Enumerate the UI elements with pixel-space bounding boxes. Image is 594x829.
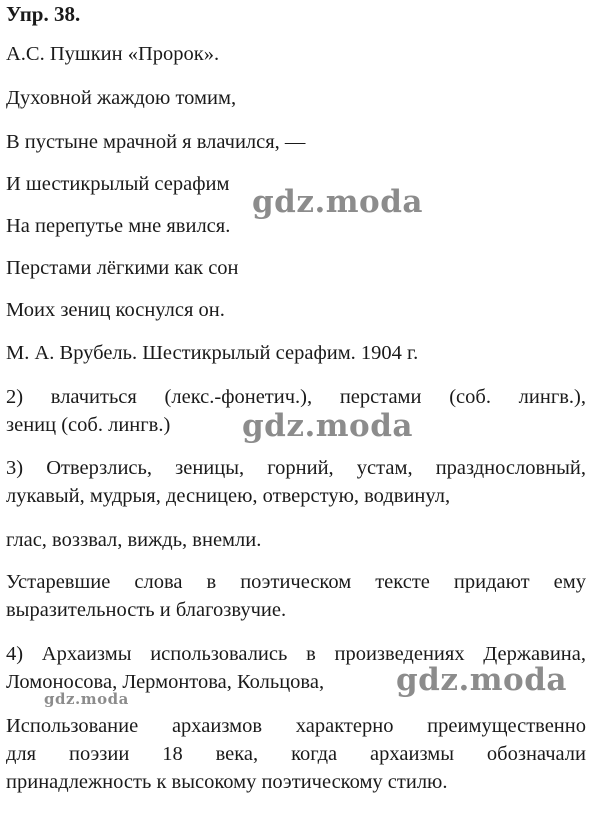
item-4-line: 4) Архаизмы использовались в произведениях Державина,	[6, 643, 586, 665]
watermark: gdz.moda	[242, 408, 413, 444]
poem-line: Духовной жаждою томим,	[6, 87, 237, 109]
poem-line: Моих зениц коснулся он.	[6, 299, 225, 321]
exercise-title: Упр. 38.	[6, 2, 81, 26]
item-2-line: зениц (соб. лингв.)	[6, 414, 171, 436]
poem-source: А.С. Пушкин «Пророк».	[6, 43, 220, 65]
watermark: gdz.moda	[44, 690, 129, 708]
poem-line: На перепутье мне явился.	[6, 215, 231, 237]
item-3-line: глас, воззвал, виждь, внемли.	[6, 529, 262, 551]
item-3-comment-line: выразительность и благозвучие.	[6, 599, 287, 621]
poem-line: В пустыне мрачной я влачился, —	[6, 131, 306, 153]
poem-line: И шестикрылый серафим	[6, 173, 230, 195]
item-2-line: 2) влачиться (лекс.-фонетич.), перстами (соб. лингв.),	[6, 386, 586, 408]
item-3-comment-line: Устаревшие слова в поэтическом тексте придают ему	[6, 571, 586, 593]
poem-line: Перстами лёгкими как сон	[6, 257, 239, 279]
item-3-line: 3) Отверзлись, зеницы, горний, устам, празднословный,	[6, 457, 586, 479]
item-4-line: Ломоносова, Лермонтова, Кольцова,	[6, 671, 325, 693]
item-4-comment-line: принадлежность к высокому поэтическому стилю.	[6, 771, 448, 793]
watermark: gdz.moda	[252, 184, 423, 220]
watermark: gdz.moda	[396, 662, 567, 698]
item-4-comment-line: Использование архаизмов характерно преимущественно	[6, 715, 586, 737]
item-3-line: лукавый, мудрыя, десницею, отверстую, водвинул,	[6, 485, 451, 507]
item-4-comment-line: для поэзии 18 века, когда архаизмы обозначали	[6, 743, 586, 765]
painting-caption: М. А. Врубель. Шестикрылый серафим. 1904 г.	[6, 342, 419, 364]
